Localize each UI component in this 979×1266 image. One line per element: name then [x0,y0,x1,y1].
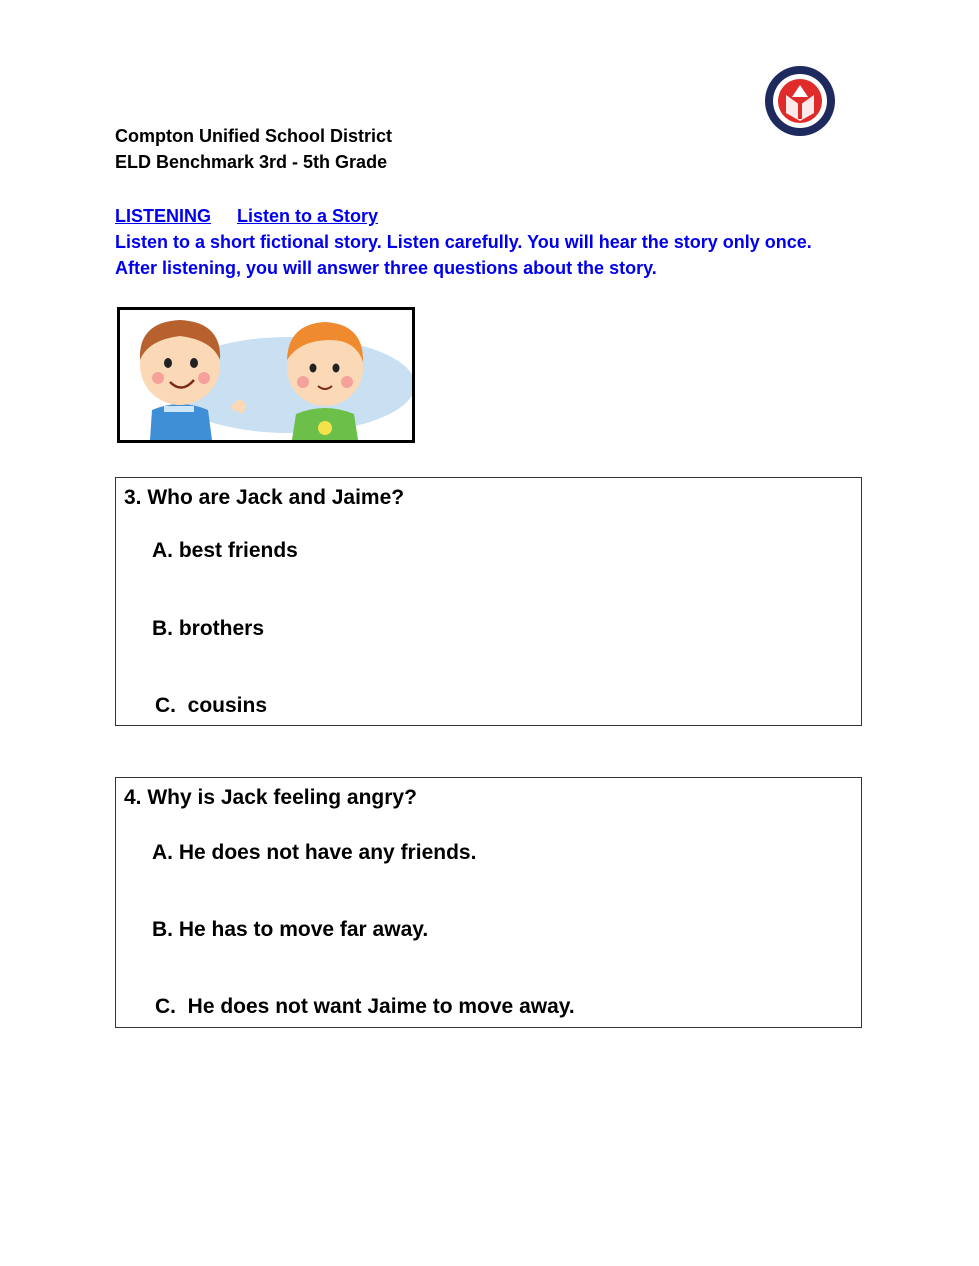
benchmark-title: ELD Benchmark 3rd - 5th Grade [115,152,388,172]
listening-link[interactable]: LISTENING [115,206,212,226]
boy-right [287,322,363,440]
instructions-line-2: After listening, you will answer three questions about the story. [115,258,657,278]
question-4-option-a[interactable]: A. He does not have any friends. [152,841,477,864]
question-3-option-c[interactable]: C. cousins [155,694,268,717]
listening-section [115,203,812,281]
question-4-prompt: 4. Why is Jack feeling angry? [124,786,417,809]
question-4-option-c[interactable]: C. He does not want Jaime to move away. [155,995,575,1018]
two-boys-illustration [117,307,415,443]
instructions-line-1: Listen to a short fictional story. Listen carefully. You will hear the story only once. [115,232,812,252]
listen-story-link[interactable]: Listen to a Story [237,206,379,226]
document-header [115,123,392,175]
question-3-option-b[interactable]: B. brothers [152,617,265,640]
question-3-box [115,477,862,726]
question-4-box [115,777,862,1028]
district-name: Compton Unified School District [115,126,392,146]
district-logo [764,65,836,137]
question-3-option-a[interactable]: A. best friends [152,539,298,562]
question-3-prompt: 3. Who are Jack and Jaime? [124,486,405,509]
question-4-option-b[interactable]: B. He has to move far away. [152,918,429,941]
